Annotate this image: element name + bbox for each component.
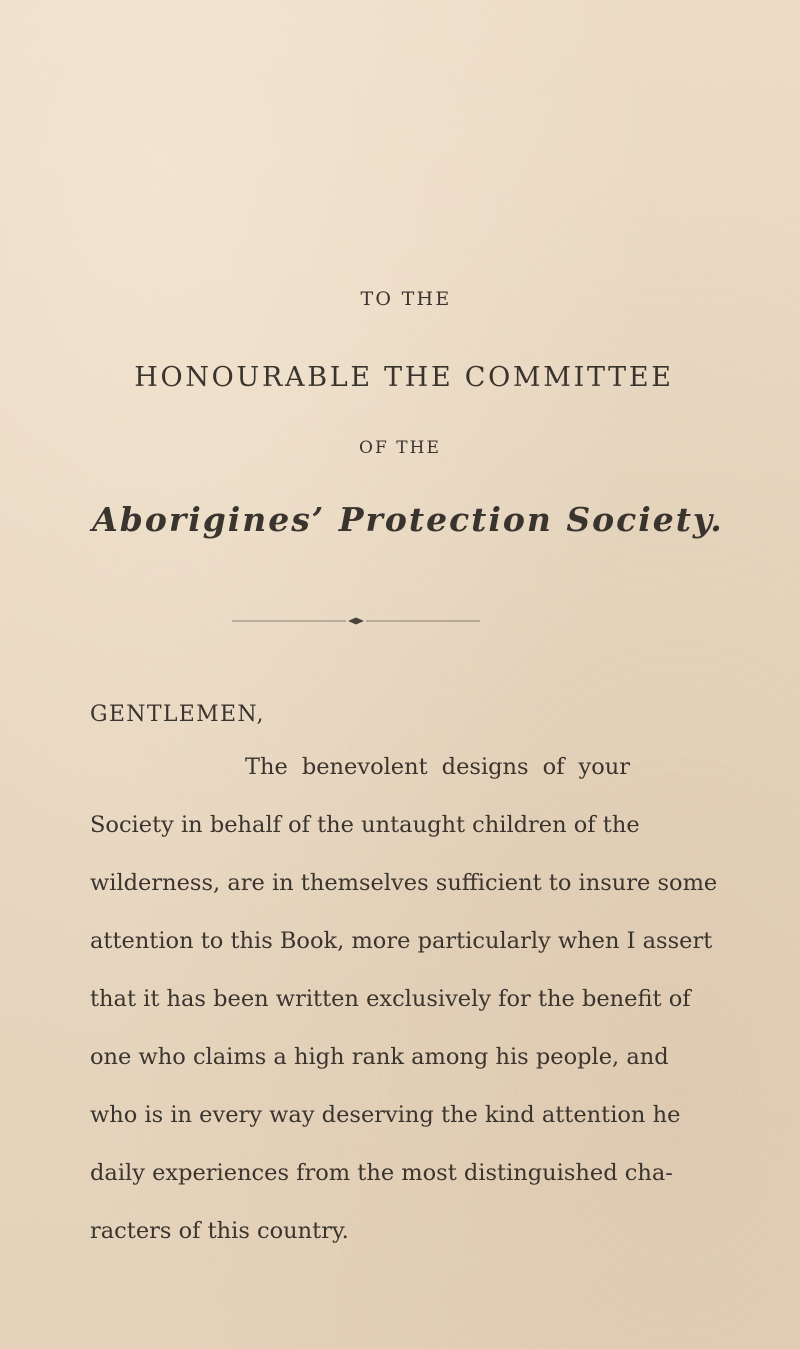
dedication-of-the: OF THE (359, 438, 441, 458)
ornamental-divider (232, 617, 480, 625)
body-line: daily experiences from the most distinguished cha- (90, 1160, 673, 1186)
body-line: racters of this country. (90, 1218, 349, 1244)
dedication-society-name: Aborigines’ Protection Society. (92, 500, 724, 539)
letter-body (90, 738, 718, 1260)
dedication-to-the: TO THE (360, 288, 452, 310)
body-line: The benevolent designs of your (245, 754, 630, 780)
body-line: one who claims a high rank among his people, and (90, 1044, 669, 1070)
diamond-ornament-icon (348, 618, 364, 625)
salutation: GENTLEMEN, (90, 702, 265, 727)
body-line: attention to this Book, more particularly when I assert (90, 928, 713, 954)
body-line: who is in every way deserving the kind attention he (90, 1102, 681, 1128)
dedication-committee: HONOURABLE THE COMMITTEE (134, 362, 674, 393)
body-line: wilderness, are in themselves sufficient to insure some (90, 870, 718, 896)
body-line: that it has been written exclusively for the benefit of (90, 986, 691, 1012)
body-line: Society in behalf of the untaught children of the (90, 812, 640, 838)
